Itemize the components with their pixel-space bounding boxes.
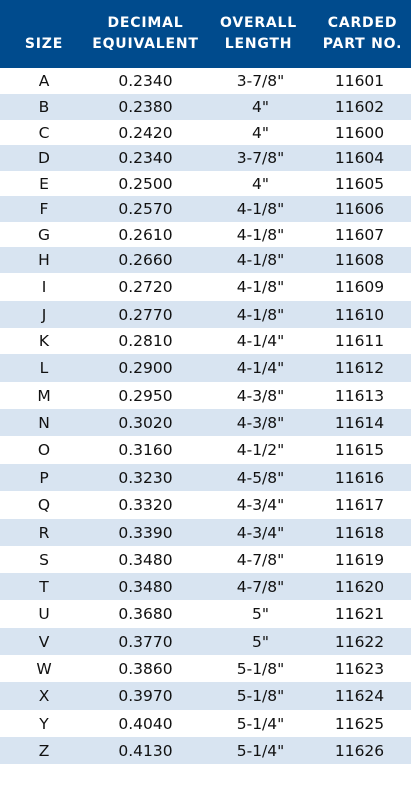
size-cell: L [39, 359, 49, 377]
size-cell: D [38, 149, 50, 167]
length-cell: 4" [252, 123, 269, 142]
decimal-cell: 0.2340 [118, 72, 173, 90]
table-row [0, 628, 411, 655]
part-number-cell: 11622 [334, 632, 385, 651]
part-number-cell: 11605 [334, 174, 385, 193]
size-cell: I [41, 278, 47, 296]
size-cell: N [38, 413, 50, 432]
part-number-cell: 11612 [334, 359, 385, 377]
part-number-cell: 11600 [334, 123, 385, 142]
decimal-cell: 0.3770 [118, 632, 173, 651]
length-cell: 5" [252, 632, 269, 651]
table-row [0, 682, 411, 710]
table-row [0, 491, 411, 519]
size-cell: H [38, 251, 50, 269]
table-row [0, 301, 411, 328]
size-cell: R [38, 523, 50, 542]
table-header [0, 0, 411, 68]
table-row [0, 436, 411, 464]
decimal-cell: 0.3230 [118, 468, 173, 487]
table-row [0, 546, 411, 573]
table-row [0, 600, 411, 628]
part-number-cell: 11609 [334, 278, 385, 296]
decimal-cell: 0.2660 [118, 251, 173, 269]
decimal-cell: 0.3390 [118, 523, 173, 542]
decimal-cell: 0.2900 [118, 359, 173, 377]
length-cell: 4-3/4" [236, 496, 285, 514]
part-number-cell: 11607 [334, 225, 385, 244]
decimal-cell: 0.2720 [118, 278, 173, 296]
table-row [0, 409, 411, 436]
size-cell: B [38, 98, 50, 116]
part-number-cell: 11604 [334, 149, 385, 167]
part-number-cell: 11625 [334, 714, 385, 733]
table-row [0, 464, 411, 491]
header-carded-part-no: CARDED PART NO. [322, 15, 403, 52]
length-cell: 5" [252, 605, 269, 623]
part-number-cell: 11608 [334, 251, 385, 269]
size-cell: U [38, 605, 50, 623]
table-row [0, 328, 411, 354]
size-cell: Z [38, 741, 50, 760]
decimal-cell: 0.3970 [118, 687, 173, 705]
table-row [0, 655, 411, 682]
size-cell: X [38, 687, 50, 705]
size-cell: J [41, 305, 47, 324]
size-cell: V [38, 632, 50, 651]
decimal-cell: 0.2610 [118, 225, 173, 244]
table-row [0, 247, 411, 273]
part-number-cell: 11624 [334, 687, 385, 705]
decimal-cell: 0.4130 [118, 741, 173, 760]
size-cell: O [37, 441, 51, 459]
table-row [0, 382, 411, 409]
part-number-cell: 11620 [334, 577, 385, 596]
decimal-cell: 0.2810 [118, 332, 173, 350]
table-body [0, 68, 411, 764]
decimal-cell: 0.4040 [118, 714, 173, 733]
header-decimal-equivalent: DECIMAL EQUIVALENT [92, 15, 199, 52]
part-number-cell: 11618 [334, 523, 385, 542]
part-number-cell: 11613 [334, 386, 385, 405]
part-number-cell: 11601 [334, 72, 385, 90]
size-cell: E [39, 174, 49, 193]
table-row [0, 222, 411, 247]
size-cell: A [38, 72, 50, 90]
size-cell: K [38, 332, 50, 350]
length-cell: 4-5/8" [236, 468, 285, 487]
size-cell: G [37, 225, 50, 244]
length-cell: 4-1/4" [236, 359, 285, 377]
part-number-cell: 11602 [334, 98, 385, 116]
length-cell: 5-1/4" [236, 714, 285, 733]
length-cell: 4-1/8" [236, 251, 285, 269]
decimal-cell: 0.2770 [118, 305, 173, 324]
length-cell: 5-1/8" [236, 659, 285, 678]
table-row [0, 737, 411, 764]
size-cell: M [37, 386, 51, 405]
decimal-cell: 0.2340 [118, 149, 173, 167]
length-cell: 4-3/8" [236, 386, 285, 405]
decimal-cell: 0.3480 [118, 550, 173, 569]
decimal-cell: 0.3480 [118, 577, 173, 596]
length-cell: 4-1/8" [236, 278, 285, 296]
table-row [0, 145, 411, 171]
table-row [0, 273, 411, 301]
decimal-cell: 0.2500 [118, 174, 173, 193]
decimal-cell: 0.3860 [118, 659, 173, 678]
length-cell: 3-7/8" [236, 149, 285, 167]
table-row [0, 171, 411, 196]
part-number-cell: 11621 [334, 605, 385, 623]
part-number-cell: 11626 [334, 741, 385, 760]
decimal-cell: 0.3160 [118, 441, 173, 459]
size-cell: Q [37, 496, 51, 514]
length-cell: 4-3/8" [236, 413, 285, 432]
length-cell: 4-1/8" [236, 305, 285, 324]
part-number-cell: 11617 [334, 496, 385, 514]
table-row [0, 196, 411, 222]
table-row [0, 519, 411, 546]
table-row [0, 68, 411, 94]
part-number-cell: 11616 [334, 468, 385, 487]
size-cell: C [38, 123, 50, 142]
table-row [0, 120, 411, 145]
length-cell: 4" [252, 174, 269, 193]
table-row [0, 710, 411, 737]
part-number-cell: 11623 [334, 659, 385, 678]
size-cell: F [39, 200, 49, 218]
table-row [0, 573, 411, 600]
part-number-cell: 11619 [334, 550, 385, 569]
length-cell: 4-7/8" [236, 577, 285, 596]
size-cell: W [36, 659, 52, 678]
decimal-cell: 0.3020 [118, 413, 173, 432]
part-number-cell: 11611 [334, 332, 385, 350]
table-row [0, 94, 411, 120]
length-cell: 4-7/8" [236, 550, 285, 569]
part-number-cell: 11606 [334, 200, 385, 218]
length-cell: 4-3/4" [236, 523, 285, 542]
length-cell: 5-1/8" [236, 687, 285, 705]
decimal-cell: 0.2420 [118, 123, 173, 142]
part-number-cell: 11614 [334, 413, 385, 432]
part-number-cell: 11610 [334, 305, 385, 324]
length-cell: 4-1/8" [236, 225, 285, 244]
header-size: SIZE [24, 36, 64, 52]
header-overall-length: OVERALL LENGTH [220, 15, 297, 52]
length-cell: 4-1/8" [236, 200, 285, 218]
size-cell: P [39, 468, 49, 487]
length-cell: 4" [252, 98, 269, 116]
length-cell: 4-1/4" [236, 332, 285, 350]
decimal-cell: 0.2380 [118, 98, 173, 116]
size-cell: Y [39, 714, 49, 733]
size-cell: S [39, 550, 49, 569]
size-cell: T [39, 577, 49, 596]
decimal-cell: 0.3680 [118, 605, 173, 623]
length-cell: 4-1/2" [236, 441, 285, 459]
decimal-cell: 0.2950 [118, 386, 173, 405]
decimal-cell: 0.2570 [118, 200, 173, 218]
length-cell: 3-7/8" [236, 72, 285, 90]
table-row [0, 354, 411, 382]
part-number-cell: 11615 [334, 441, 385, 459]
decimal-cell: 0.3320 [118, 496, 173, 514]
length-cell: 5-1/4" [236, 741, 285, 760]
